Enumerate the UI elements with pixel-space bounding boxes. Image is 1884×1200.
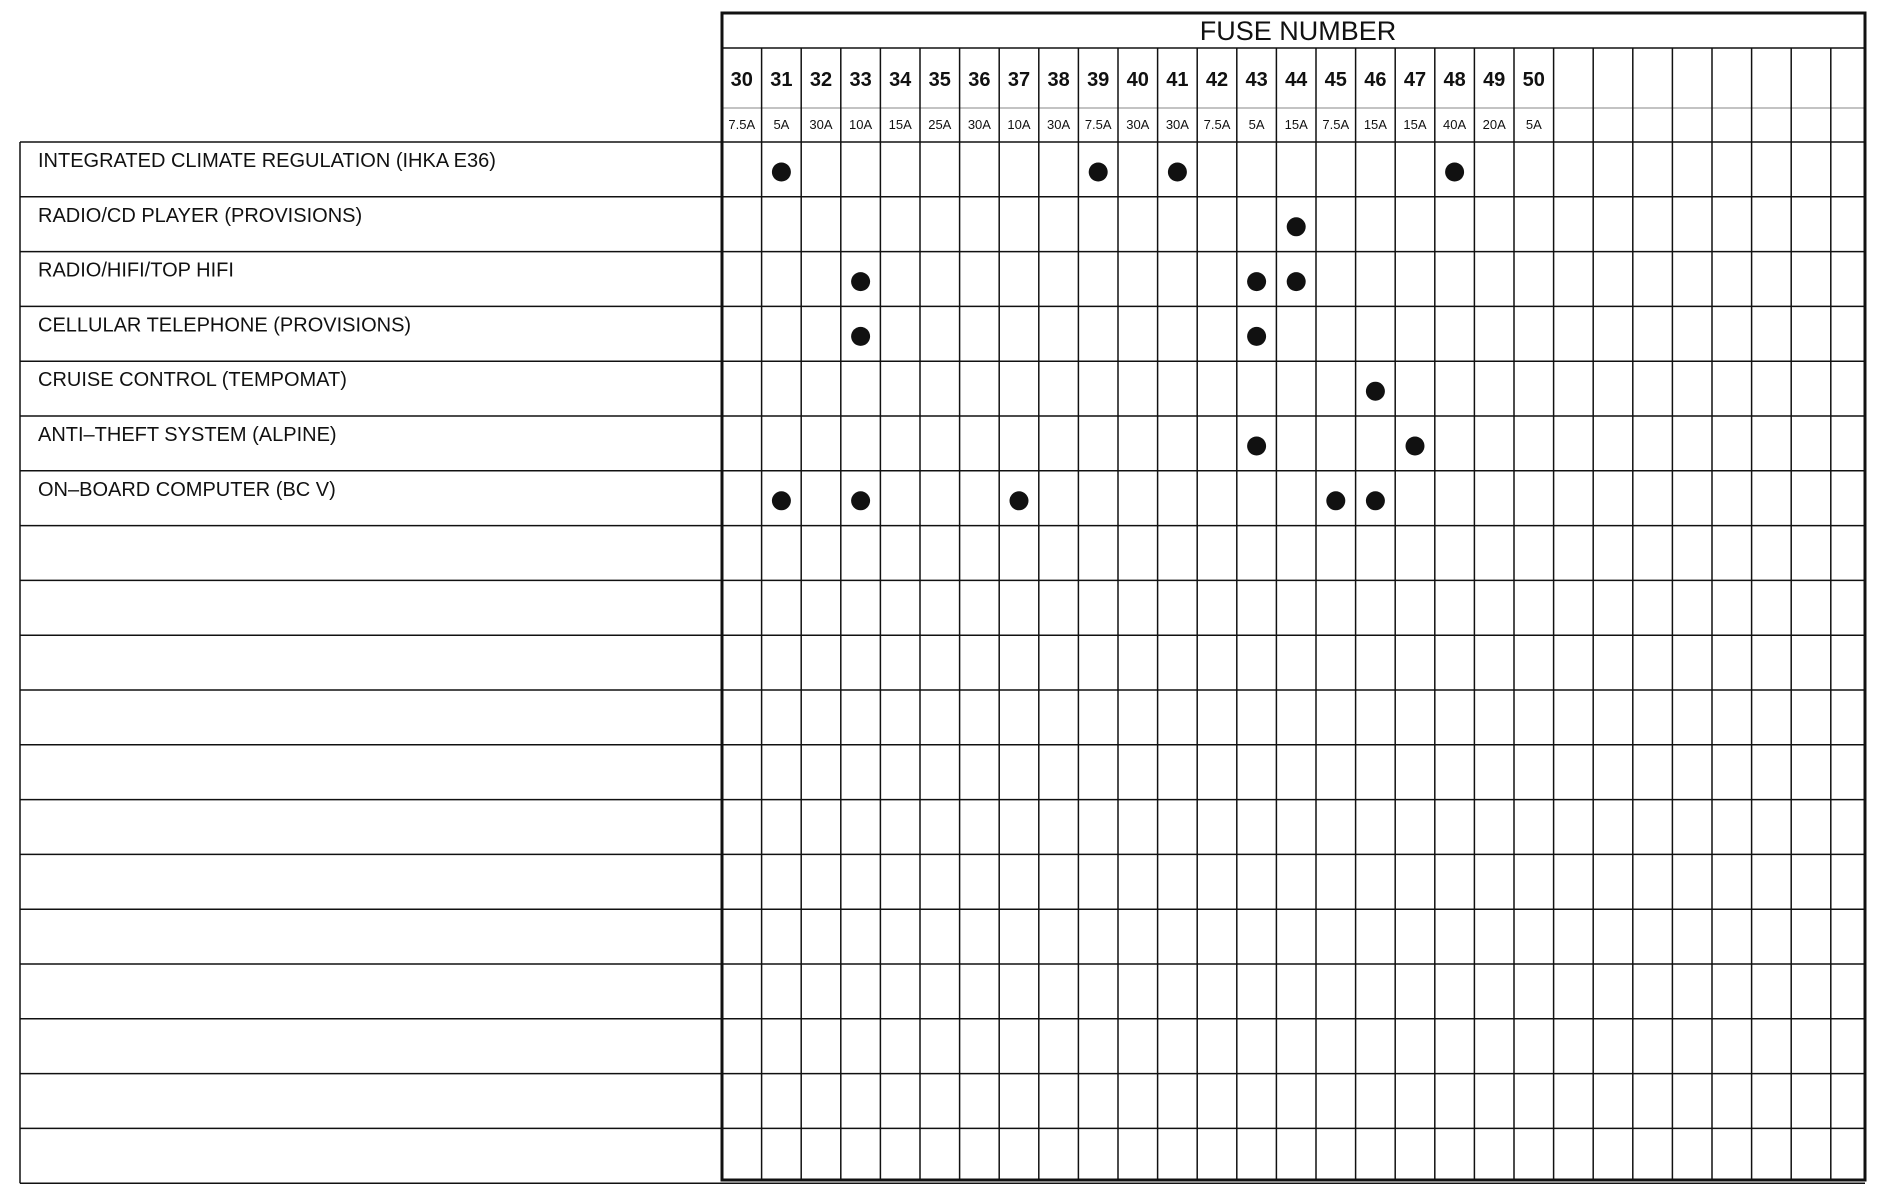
fuse-number-47: 47	[1403, 69, 1427, 91]
fuse-dot-33	[851, 327, 870, 346]
fuse-number-46: 46	[1364, 69, 1387, 91]
fuse-dot-44	[1287, 272, 1306, 291]
fuse-number-49: 49	[1483, 69, 1506, 91]
fuse-number-42: 42	[1205, 69, 1229, 91]
fuse-dot-44	[1287, 217, 1306, 236]
system-label: INTEGRATED CLIMATE REGULATION (IHKA E36)	[38, 150, 496, 172]
fuse-rating-41: 30A	[1165, 117, 1189, 132]
fuse-dot-33	[851, 491, 870, 510]
table-grid	[20, 13, 1865, 1183]
fuse-rating-42: 7.5A	[1203, 117, 1231, 132]
fuse-rating-32: 30A	[809, 117, 833, 132]
fuse-dot-31	[772, 491, 791, 510]
system-row-labels	[38, 150, 496, 501]
fuse-rating-45: 7.5A	[1322, 117, 1350, 132]
fuse-number-30: 30	[730, 69, 753, 91]
fuse-dot-37	[1010, 491, 1029, 510]
fuse-rating-39: 7.5A	[1084, 117, 1112, 132]
fuse-rating-40: 30A	[1126, 117, 1150, 132]
fuse-number-33: 33	[849, 69, 872, 91]
fuse-number-41: 41	[1166, 69, 1189, 91]
fuse-rating-46: 15A	[1363, 117, 1387, 132]
fuse-dot-46	[1366, 382, 1385, 401]
fuse-rating-37: 10A	[1007, 117, 1031, 132]
fuse-dot-39	[1089, 163, 1108, 182]
fuse-number-35: 35	[928, 69, 951, 91]
fuse-dot-43	[1247, 327, 1266, 346]
fuse-rating-48: 40A	[1443, 117, 1467, 132]
fuse-number-50: 50	[1522, 69, 1545, 91]
fuse-number-heading: FUSE NUMBER	[1199, 16, 1397, 46]
fuse-rating-44: 15A	[1284, 117, 1308, 132]
fuse-rating-33: 10A	[849, 117, 873, 132]
system-label: CELLULAR TELEPHONE (PROVISIONS)	[38, 314, 412, 337]
fuse-dot-48	[1445, 163, 1464, 182]
system-label: CRUISE CONTROL (TEMPOMAT)	[38, 369, 347, 392]
fuse-rating-31: 5A	[773, 117, 790, 132]
fuse-column-headers	[728, 69, 1545, 132]
fuse-number-40: 40	[1126, 69, 1149, 91]
fuse-dot-43	[1247, 437, 1266, 456]
fuse-number-39: 39	[1087, 69, 1110, 91]
system-label: RADIO/HIFI/TOP HIFI	[38, 259, 234, 282]
fuse-dot-31	[772, 163, 791, 182]
fuse-rating-50: 5A	[1525, 117, 1542, 132]
fuse-number-36: 36	[968, 69, 991, 91]
fuse-dot-45	[1326, 491, 1345, 510]
fuse-number-32: 32	[809, 69, 833, 91]
fuse-rating-35: 25A	[928, 117, 952, 132]
fuse-dot-41	[1168, 163, 1187, 182]
fuse-number-37: 37	[1007, 69, 1031, 91]
fuse-dot-46	[1366, 491, 1385, 510]
fuse-rating-30: 7.5A	[728, 117, 756, 132]
fuse-dot-47	[1406, 437, 1425, 456]
fuse-number-45: 45	[1324, 69, 1347, 91]
system-label: ANTI–THEFT SYSTEM (ALPINE)	[38, 424, 337, 446]
fuse-number-44: 44	[1285, 69, 1308, 91]
fuse-rating-47: 15A	[1403, 117, 1427, 132]
fuse-rating-34: 15A	[888, 117, 912, 132]
fuse-number-38: 38	[1047, 69, 1070, 91]
fuse-rating-49: 20A	[1482, 117, 1506, 132]
fuse-number-34: 34	[889, 69, 912, 91]
fuse-dot-33	[851, 272, 870, 291]
fuse-number-31: 31	[770, 69, 793, 91]
system-label: ON–BOARD COMPUTER (BC V)	[38, 478, 336, 501]
system-label: RADIO/CD PLAYER (PROVISIONS)	[38, 204, 363, 227]
fuse-area-border	[722, 13, 1865, 1180]
fuse-number-48: 48	[1443, 69, 1466, 91]
fuse-number-43: 43	[1245, 69, 1268, 91]
fuse-dot-43	[1247, 272, 1266, 291]
fuse-rating-38: 30A	[1047, 117, 1071, 132]
fuse-rating-36: 30A	[967, 117, 991, 132]
fuse-rating-43: 5A	[1248, 117, 1265, 132]
